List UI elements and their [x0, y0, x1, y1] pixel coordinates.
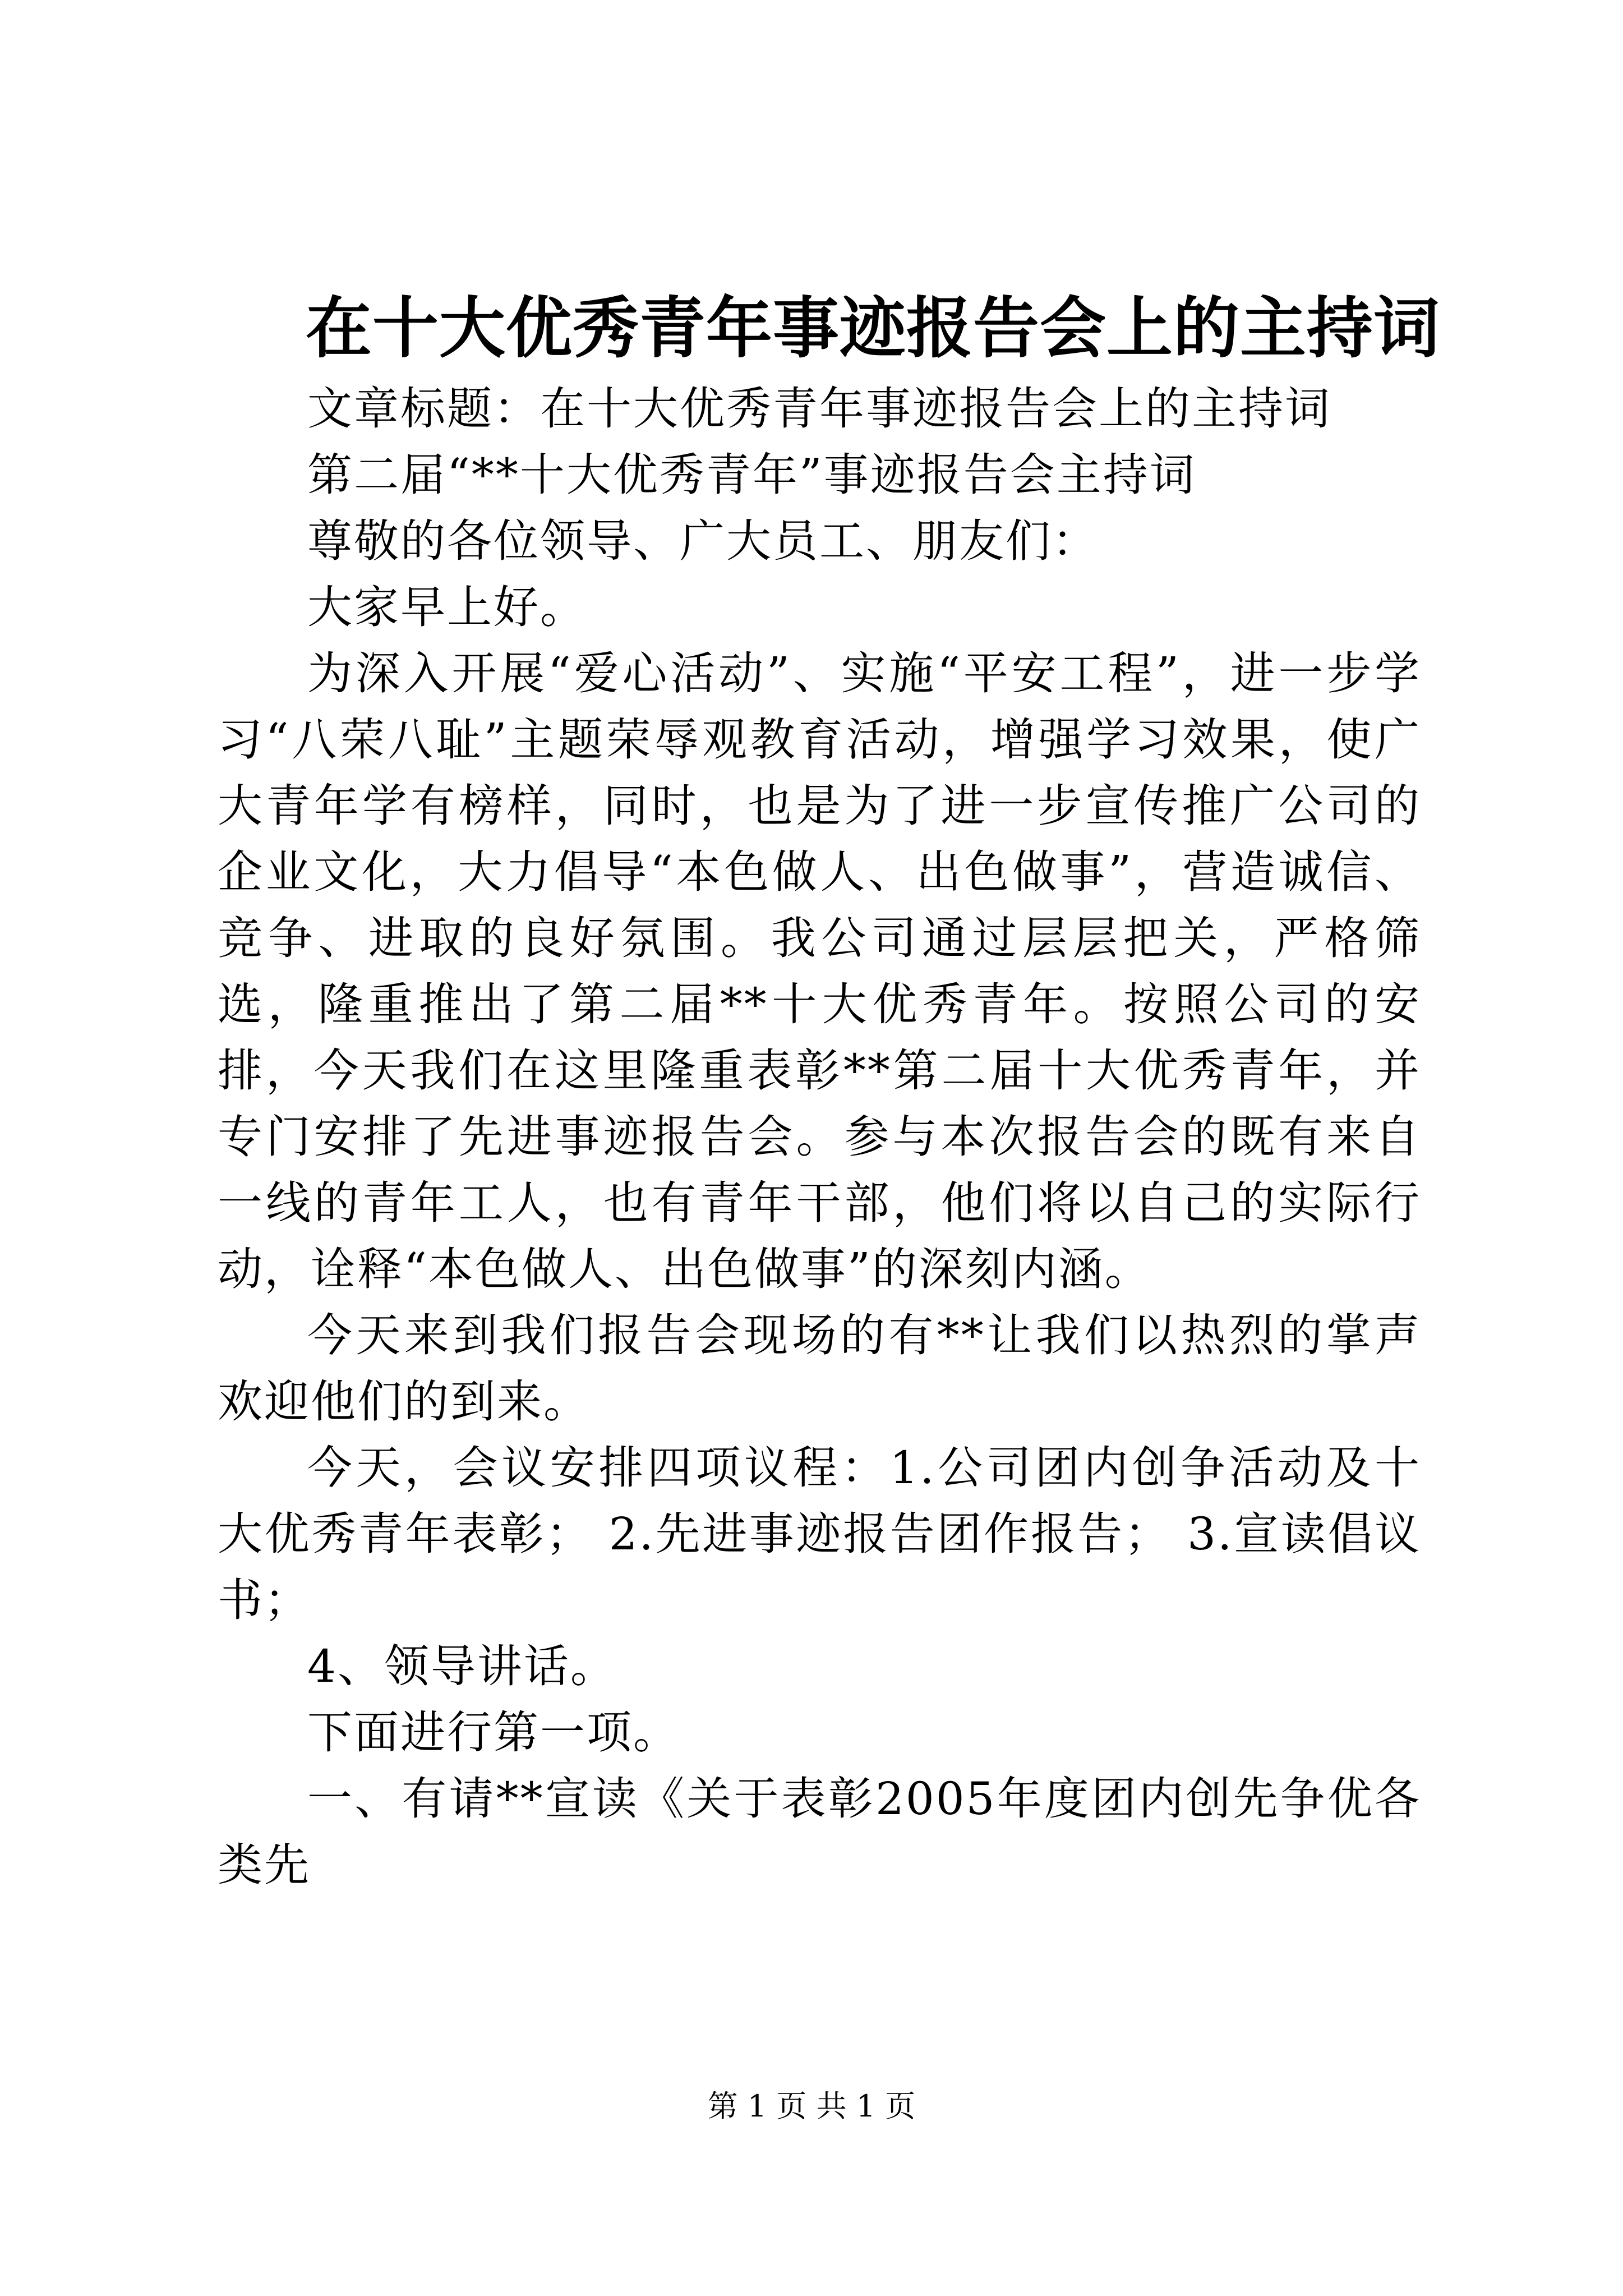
page-number-footer: 第 1 页 共 1 页 — [707, 2088, 916, 2124]
paragraph-greeting: 大家早上好。 — [307, 581, 587, 633]
paragraph-subtitle: 第二届“**十大优秀青年”事迹报告会主持词 — [307, 449, 1196, 501]
paragraph-introduction: 为深入开展“爱心活动”、实施“平安工程”，进一步学习“八荣八耻”主题荣辱观教育活动，增强学习效果，使广大青年学有榜样，同时，也是为了进一步宣传推广公司的企业文化，大力倡导“本色做人、出色做事”，营造诚信、竞争、进取的良好氛围。我公司通过层层把关，严格筛选，隆重推出了第二届**十大优秀青年。按照公司的安排，今天我们在这里隆重表彰**第二届十大优秀青年，并专门安排了先进事迹报告会。参与本次报告会的既有来自一线的青年工人，也有青年干部，他们将以自己的实际行动，诠释“本色做人、出色做事”的深刻内涵。 — [218, 647, 1421, 1295]
paragraph-agenda-item-4: 4、领导讲话。 — [307, 1640, 617, 1692]
paragraph-first-item-detail: 一、有请**宣读《关于表彰2005年度团内创先争优各类先 — [218, 1773, 1421, 1891]
document-body — [218, 376, 1421, 1898]
paragraph-first-item: 下面进行第一项。 — [307, 1706, 680, 1759]
document-title: 在十大优秀青年事迹报告会上的主持词 — [306, 289, 1441, 367]
paragraph-agenda: 今天，会议安排四项议程：1.公司团内创争活动及十大优秀青年表彰； 2.先进事迹报告团作报告； 3.宣读倡议书； — [218, 1442, 1421, 1626]
paragraph-welcome: 今天来到我们报告会现场的有**让我们以热烈的掌声欢迎他们的到来。 — [218, 1309, 1421, 1428]
paragraph-salutation: 尊敬的各位领导、广大员工、朋友们： — [307, 515, 1099, 567]
paragraph-article-title: 文章标题：在十大优秀青年事迹报告会上的主持词 — [307, 383, 1331, 435]
